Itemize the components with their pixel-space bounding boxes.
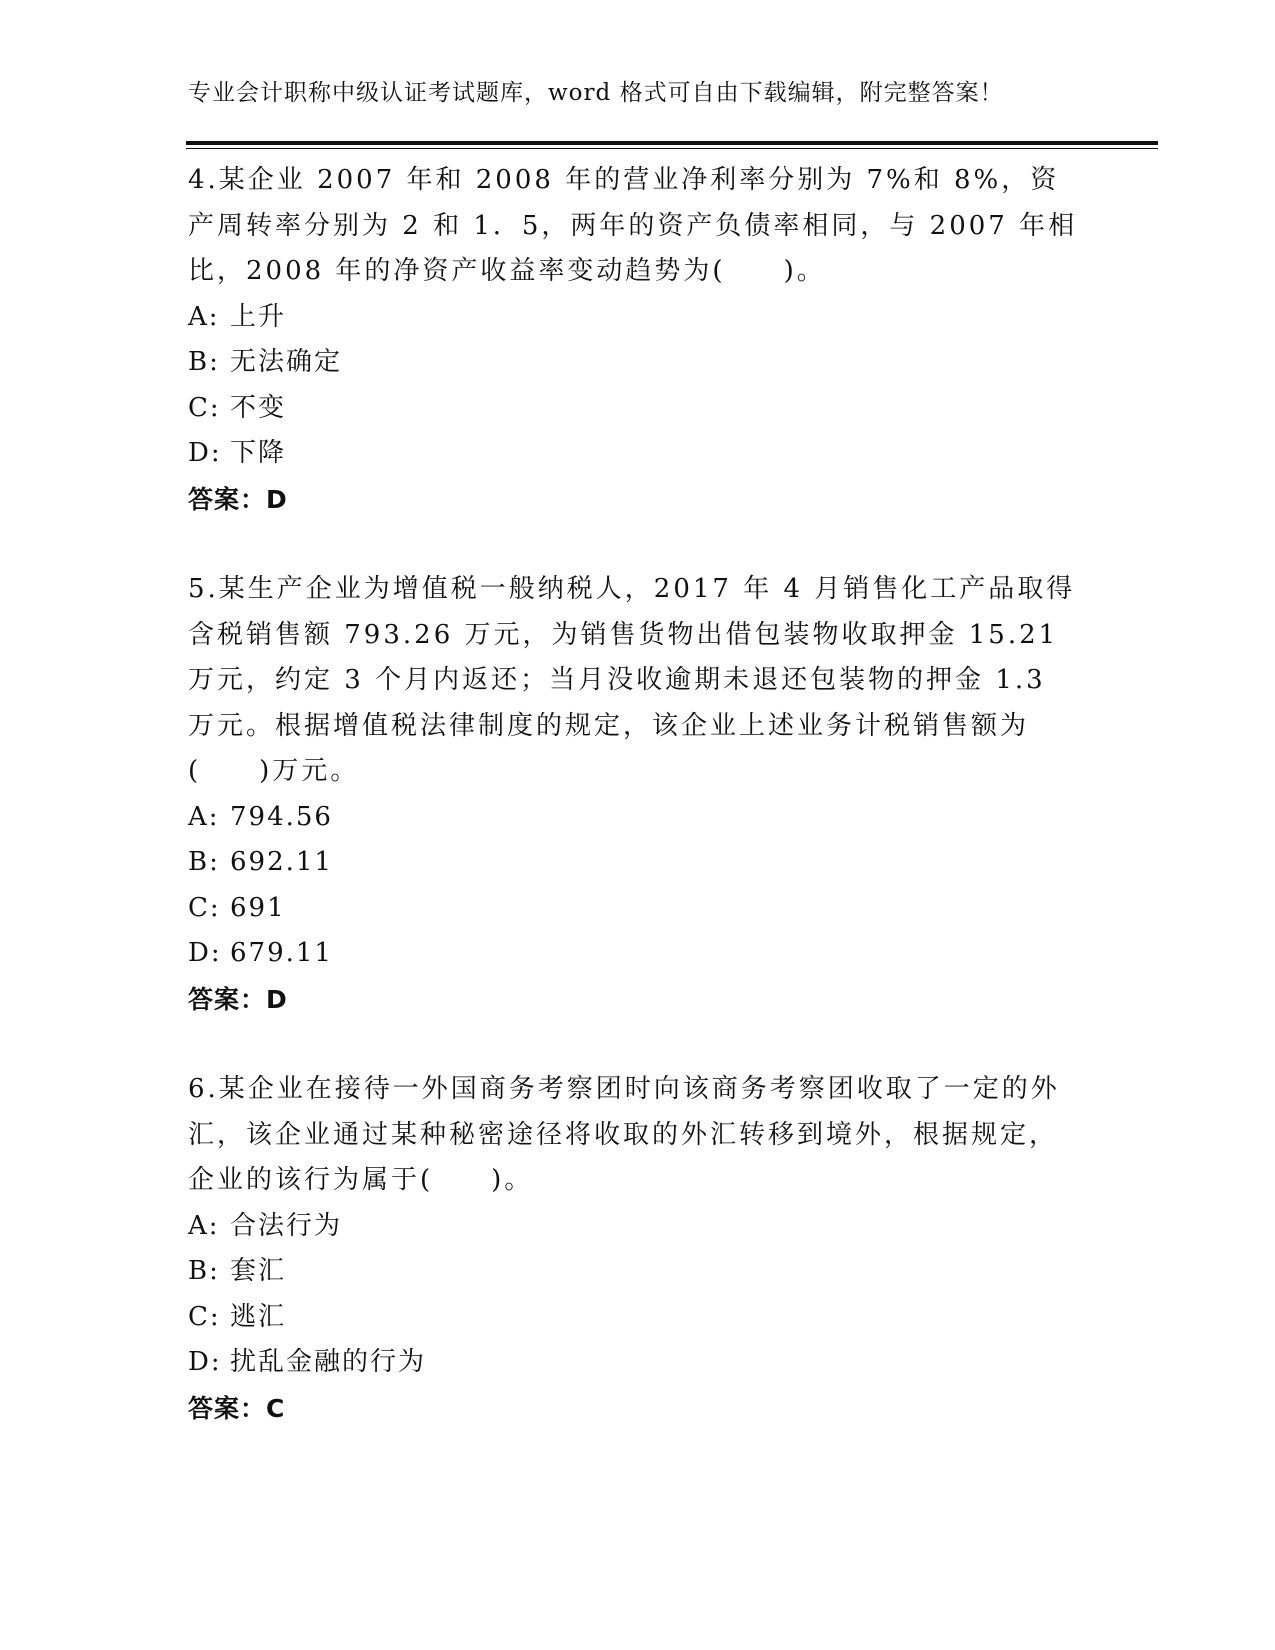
option-text: 794.56 bbox=[230, 801, 333, 832]
option-d bbox=[188, 931, 1078, 977]
question-text: 4.某企业 2007 年和 2008 年的营业净利率分别为 7%和 8%，资产周转率分别为 2 和 1．5，两年的资产负债率相同，与 2007 年相比，2008 年的净资产收益率变动趋势为( )。 bbox=[188, 165, 1078, 286]
option-text: 691 bbox=[230, 892, 286, 923]
option-d bbox=[188, 1340, 1078, 1386]
option-c bbox=[188, 886, 1078, 932]
option-text: 679.11 bbox=[230, 938, 333, 968]
option-label: A: bbox=[188, 1210, 220, 1241]
option-b bbox=[188, 840, 1078, 886]
page-header: 专业会计职称中级认证考试题库，word 格式可自由下载编辑，附完整答案！ bbox=[188, 80, 1004, 106]
answer: 答案：D bbox=[188, 984, 288, 1014]
option-label: A: bbox=[188, 801, 220, 832]
option-text: 逃汇 bbox=[230, 1301, 287, 1332]
option-b bbox=[188, 1249, 1078, 1295]
option-text: 不变 bbox=[230, 392, 287, 423]
option-label: C: bbox=[188, 1301, 221, 1332]
option-text: 下降 bbox=[230, 438, 287, 468]
header-divider bbox=[186, 141, 1158, 145]
question-5 bbox=[188, 567, 1078, 1022]
header-divider-thin bbox=[186, 148, 1158, 149]
answer: 答案：D bbox=[188, 484, 288, 514]
option-text: 无法确定 bbox=[230, 347, 343, 377]
option-text: 上升 bbox=[230, 301, 287, 332]
option-a bbox=[188, 1204, 1078, 1250]
option-label: D: bbox=[188, 1347, 222, 1377]
question-text: 6.某企业在接待一外国商务考察团时向该商务考察团收取了一定的外汇，该企业通过某种秘密途径将收取的外汇转移到境外，根据规定，企业的该行为属于( )。 bbox=[188, 1074, 1060, 1195]
option-d bbox=[188, 431, 1078, 477]
option-text: 套汇 bbox=[230, 1256, 287, 1286]
option-label: A: bbox=[188, 301, 220, 332]
option-text: 扰乱金融的行为 bbox=[230, 1347, 427, 1377]
option-label: C: bbox=[188, 392, 221, 423]
option-a bbox=[188, 795, 1078, 841]
option-label: C: bbox=[188, 892, 221, 923]
option-label: B: bbox=[188, 1256, 220, 1286]
question-4 bbox=[188, 158, 1078, 522]
answer: 答案：C bbox=[188, 1393, 286, 1423]
option-b bbox=[188, 340, 1078, 386]
option-label: D: bbox=[188, 938, 222, 968]
option-a bbox=[188, 295, 1078, 341]
option-label: B: bbox=[188, 847, 220, 877]
option-label: B: bbox=[188, 347, 220, 377]
option-c bbox=[188, 386, 1078, 432]
option-text: 合法行为 bbox=[230, 1210, 343, 1241]
question-text: 5.某生产企业为增值税一般纳税人，2017 年 4 月销售化工产品取得含税销售额 793.26 万元，为销售货物出借包装物收取押金 15.21 万元，约定 3 个月内返还；当月没收逾期未退还包装物的押金 1.3 万元。根据增值税法律制度的规定，该企业上述业务计税销售额为( )万元。 bbox=[188, 574, 1076, 786]
question-6 bbox=[188, 1067, 1078, 1431]
option-text: 692.11 bbox=[230, 847, 333, 877]
question-list bbox=[188, 158, 1078, 1476]
option-c bbox=[188, 1295, 1078, 1341]
option-label: D: bbox=[188, 438, 222, 468]
